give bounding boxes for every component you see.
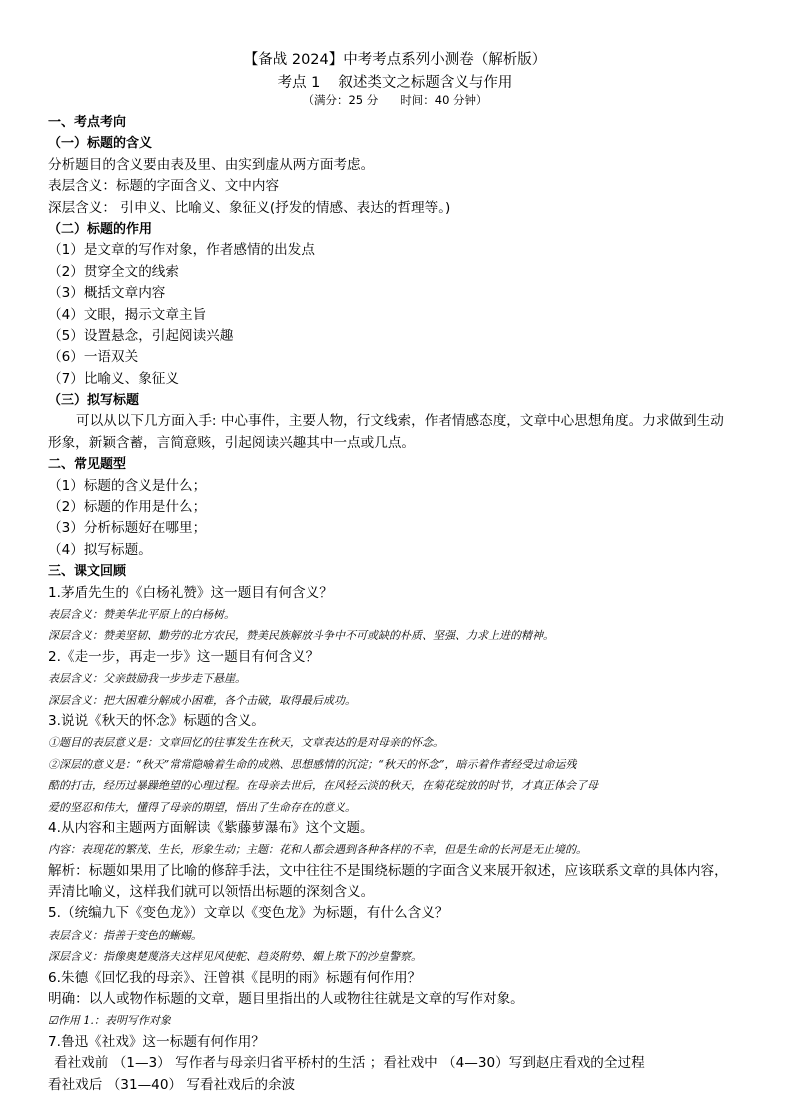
text-line: （3）概括文章内容: [48, 285, 166, 302]
document-body: [48, 112, 748, 1096]
answer-line: ①题目的表层意义是：文章回忆的往事发生在秋天，文章表达的是对母亲的怀念。: [48, 736, 444, 750]
text-line: 分析题目的含义要由表及里、由实到虚从两方面考虑。: [48, 156, 375, 173]
answer-line: 爱的坚忍和伟大，懂得了母亲的期望，悟出了生命存在的意义。: [48, 800, 356, 814]
text-line: （2）标题的作用是什么；: [48, 499, 207, 516]
text-line: 明确：以人或物作标题的文章，题目里指出的人或物往往就是文章的写作对象。: [48, 991, 524, 1008]
subtitle-topic: 叙述类文之标题含义与作用: [338, 75, 513, 91]
answer-line: 表层含义：指善于变色的蜥蜴。: [48, 928, 202, 942]
text-line: 看社戏前 （1—3） 写作者与母亲归省平桥村的生活 ；看社戏中 （4—30）写到赵庄看戏的全过程: [54, 1055, 645, 1072]
answer-line: 深层含义：赞美坚韧、勤劳的北方农民，赞美民族解放斗争中不可或缺的朴质、坚强、力求上进的精神。: [48, 629, 554, 643]
text-line: 可以从以下几方面入手: 中心事件，主要人物，行文线索，作者情感态度，文章中心思想角度。力求做到生动: [76, 413, 724, 430]
question-line: 4.从内容和主题两方面解读《紫藤萝瀑布》这个文题。: [48, 819, 374, 836]
full-score: （满分：25 分: [302, 93, 379, 107]
document-title: 【备战 2024】中考考点系列小测卷（解析版）: [243, 52, 547, 68]
text-line: （1）标题的含义是什么；: [48, 477, 207, 494]
answer-line: ②深层的意义是：“秋天”常常隐喻着生命的成熟、思想感情的沉淀；“秋天的怀念”，暗示着作者经受过命运残: [48, 757, 577, 771]
question-line: 6.朱德《回忆我的母亲》、汪曾祺《昆明的雨》标题有何作用？: [48, 969, 422, 986]
text-line: 解析：标题如果用了比喻的修辞手法，文中往往不是围绕标题的字面含义来展开叙述，应该联系文章的具体内容，: [48, 862, 728, 879]
text-line: 看社戏后 （31—40） 写看社戏后的余波: [48, 1076, 296, 1093]
answer-line: ☑作用 1.：表明写作对象: [48, 1014, 171, 1028]
answer-line: 酷的打击，经历过暴躁绝望的心理过程。在母亲去世后，在风轻云淡的秋天，在菊花绽放的时节，才真正体会了母: [48, 779, 598, 793]
score-time-line: [0, 92, 790, 108]
section-heading: 一、考点考向: [48, 115, 127, 130]
answer-line: 深层含义：把大困难分解成小困难，各个击破，取得最后成功。: [48, 693, 356, 707]
text-line: （4）文眼，揭示文章主旨: [48, 306, 207, 323]
question-line: 2.《走一步，再走一步》这一题目有何含义？: [48, 648, 320, 665]
text-line: （1）是文章的写作对象，作者感情的出发点: [48, 242, 315, 259]
question-line: 5.（统编九下《变色龙》）文章以《变色龙》为标题，有什么含义？: [48, 905, 449, 922]
question-line: 3.说说《秋天的怀念》标题的含义。: [48, 712, 265, 729]
text-line: （4）拟写标题。: [48, 541, 152, 558]
text-line: 弄清比喻义，这样我们就可以领悟出标题的深刻含义。: [48, 884, 375, 901]
question-line: 1.茅盾先生的《白杨礼赞》这一题目有何含义？: [48, 584, 333, 601]
subsection-heading: （一）标题的含义: [48, 136, 153, 152]
document-subtitle: [0, 71, 790, 92]
answer-line: 表层含义：父亲鼓励我一步步走下悬崖。: [48, 672, 246, 686]
text-line: 表层含义：标题的字面含义、文中内容: [48, 178, 280, 195]
answer-line: 深层含义：指像奥楚蔑洛夫这样见风使舵、趋炎附势、媚上欺下的沙皇警察。: [48, 950, 422, 964]
text-line: （2）贯穿全文的线索: [48, 263, 179, 280]
question-line: 7.鲁迅《社戏》这一标题有何作用？: [48, 1033, 265, 1050]
subtitle-point-number: 考点 1: [277, 75, 321, 91]
subsection-heading: （二）标题的作用: [48, 221, 153, 237]
text-line: 深层含义： 引申义、比喻义、象征义(抒发的情感、表达的哲理等。): [48, 199, 451, 216]
section-heading: 三、课文回顾: [48, 564, 127, 580]
text-line: （3）分析标题好在哪里；: [48, 520, 207, 537]
answer-line: 内容：表现花的繁茂、生长，形象生动；主题：花和人都会遇到各种各样的不幸，但是生命的长河是无止境的。: [48, 843, 587, 857]
subsection-heading: （三）拟写标题: [48, 393, 140, 409]
text-line: 形象，新颖含蓄，言简意赅，引起阅读兴趣其中一点或几点。: [48, 434, 416, 451]
text-line: （5）设置悬念，引起阅读兴趣: [48, 327, 234, 344]
section-heading: 二、常见题型: [48, 457, 127, 473]
text-line: （6）一语双关: [48, 349, 139, 366]
answer-line: 表层含义：赞美华北平原上的白杨树。: [48, 607, 235, 621]
text-line: （7）比喻义、象征义: [48, 370, 179, 387]
time-limit: 时间：40 分钟）: [400, 93, 488, 107]
